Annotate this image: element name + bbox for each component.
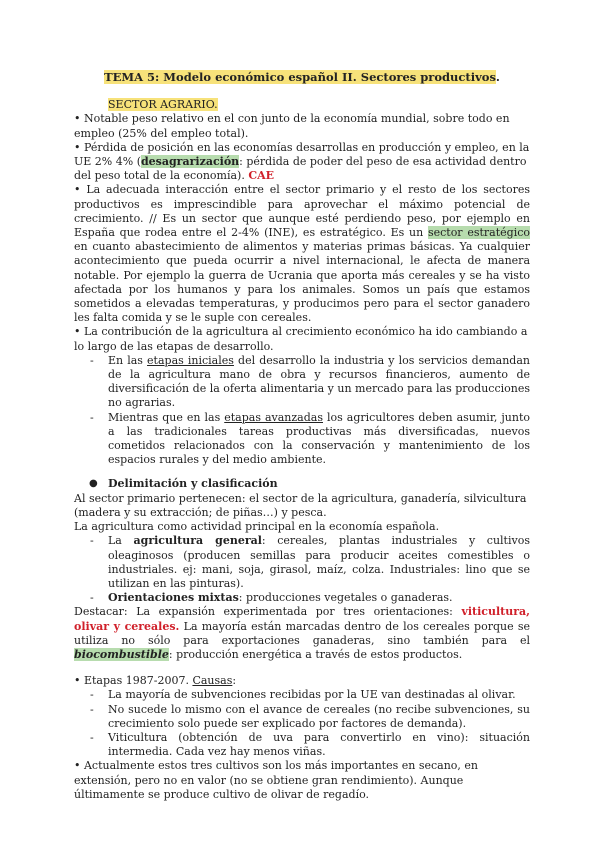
paragraph-8: • Etapas 1987-2007. Causas: (74, 674, 237, 688)
section-heading: ● Delimitación y clasificación (89, 477, 278, 491)
dash-item-4: - Orientaciones mixtas: producciones vegetales o ganaderas. (90, 591, 453, 605)
dash-item-2: - Mientras que en las etapas avanzadas los agricultores deben asumir, junto a las tradicionales tareas productivas más diversificadas, nuevos cometidos relacionados con la conservación y mantenimiento de los espacios rurales y del medio ambiente. (90, 410, 530, 467)
paragraph-5: Al sector primario pertenecen: el sector de la agricultura, ganadería, silvicultura (madera y su extracción; de piñas…) y pesca. (74, 491, 527, 519)
title-highlight: TEMA 5: Modelo económico español II. Sectores productivos (104, 70, 496, 84)
section-label: SECTOR AGRARIO. (108, 98, 218, 112)
bullet-icon: ● (89, 478, 98, 490)
document-title: TEMA 5: Modelo económico español II. Sectores productivos. (104, 70, 500, 84)
paragraph-4: • La contribución de la agricultura al crecimiento económico ha ido cambiando a lo largo de las etapas de desarrollo. (74, 325, 528, 353)
term-sector-estrategico: sector estratégico (427, 226, 530, 240)
document-page (74, 70, 530, 802)
spacer (74, 662, 530, 674)
orientations-highlight: viticultura, olivar y cereales. (74, 605, 530, 633)
paragraph-1: • Notable peso relativo en el con junto de la economía mundial, sobre todo en empleo (25% del empleo total). (74, 112, 510, 140)
term-desagrarizacion: desagrarización (140, 155, 240, 169)
paragraph-7: Destacar: La expansión experimentada por tres orientaciones: viticultura, olivar y cereales. La mayoría están marcadas dentro de los cereales porque se utiliza no sólo para exportaciones ganaderas, sino también para el biocombustible: producción energética a través de estos productos. (74, 605, 530, 661)
paragraph-9: • Actualmente estos tres cultivos son los más importantes en secano, en extensión, pero no en valor (no se obtiene gran rendimiento). Aunque últimamente se produce cultivo de olivar de regadío. (74, 759, 478, 801)
paragraph-3: • La adecuada interacción entre el sector primario y el resto de los sectores productivos es imprescindible para aprovechar el máximo potencial de crecimiento. // Es un sector que aunque esté perdiendo peso, por ejemplo en España que rodea entre el 2-4% (INE), es estratégico. Es un sector estratégico en cuanto abastecimiento de alimentos y materias primas básicas. Ya cualquier acontecimiento que pueda ocurrir a nivel internacional, le afecta de manera notable. Por ejemplo la guerra de Ucrania que aporta más cereales y se ha visto afectada por los humanos y para los animales. Somos un país que estamos sometidos a elevadas temperaturas, y producimos pero para el sector ganadero les falta comida y se le suple con cereales. (74, 183, 530, 325)
dash-item-7: - Viticultura (obtención de uva para convertirlo en vino): situación intermedia. Cada vez hay menos viñas. (90, 730, 530, 759)
dash-item-1: - En las etapas iniciales del desarrollo la industria y los servicios demandan de la agricultura mano de obra y recursos financieros, aumento de diversificación de la oferta alimentaria y un mercado para las producciones no agrarias. (90, 353, 530, 410)
dash-item-5: - La mayoría de subvenciones recibidas por la UE van destinadas al olivar. (90, 688, 516, 702)
paragraph-6: La agricultura como actividad principal en la economía española. (74, 520, 440, 534)
dash-item-6: - No sucede lo mismo con el avance de cereales (no recibe subvenciones, su crecimiento solo puede ser explicado por factores de demanda). (90, 702, 530, 730)
term-biocombustible: biocombustible (74, 647, 169, 661)
paragraph-2: • Pérdida de posición en las economías desarrollas en producción y empleo, en la UE 2% 4% (desagrarización: pérdida de poder del peso de esa actividad dentro del peso total de la economía). CAE (74, 140, 530, 183)
dash-item-3: - La agricultura general: cereales, plantas industriales y cultivos oleaginosos (producen semillas para producir aceites comestibles o industriales. ej: mani, soja, girasol, maíz, colza. Industriales: lino que se utilizan en las pinturas). (90, 534, 530, 590)
cae-label: CAE (248, 169, 275, 183)
